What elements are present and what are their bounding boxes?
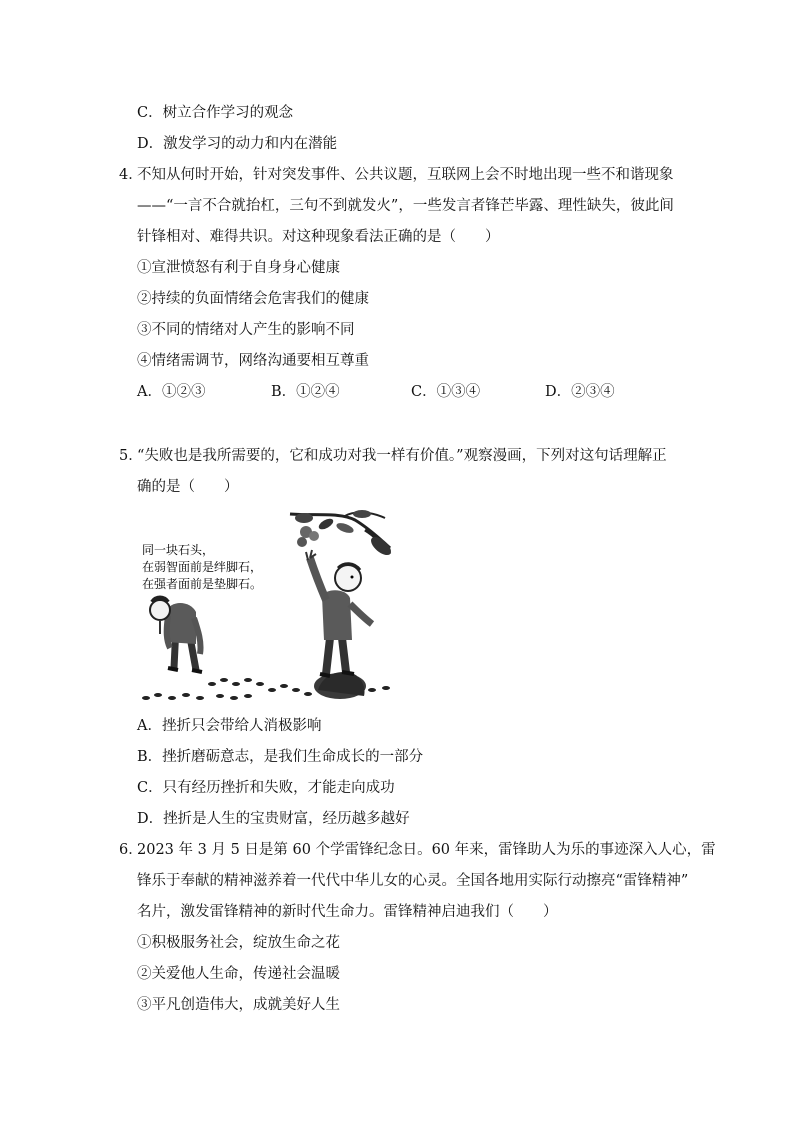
q4-option-c: C．①③④ xyxy=(411,384,481,400)
q6-stem-line3: 名片，激发雷锋精神的新时代生命力。雷锋精神启迪我们（ ） xyxy=(137,904,558,920)
q4-number: 4． xyxy=(119,167,143,183)
q4-option-b: B．①②④ xyxy=(271,384,340,400)
q5-number: 5． xyxy=(119,448,143,464)
q5-stem-line1: “失败也是我所需要的，它和成功对我一样有价值。”观察漫画，下列对这句话理解正 xyxy=(137,448,667,464)
cartoon-drawing xyxy=(140,508,395,704)
q6-number: 6． xyxy=(119,842,143,858)
q5-option-d: D．挫折是人生的宝贵财富，经历越多越好 xyxy=(137,811,410,827)
q4-statement-4: ④情绪需调节，网络沟通要相互尊重 xyxy=(137,353,369,369)
q4-option-a: A．①②③ xyxy=(137,384,206,400)
cartoon-caption-2: 在弱智面前是绊脚石， xyxy=(142,560,263,574)
q6-statement-3: ③平凡创造伟大，成就美好人生 xyxy=(137,997,340,1013)
q5-option-c: C．只有经历挫折和失败，才能走向成功 xyxy=(137,780,395,796)
cartoon-illustration xyxy=(140,508,395,704)
q4-statement-1: ①宣泄愤怒有利于自身身心健康 xyxy=(137,260,340,276)
q4-stem-line3: 针锋相对、难得共识。对这种现象看法正确的是（ ） xyxy=(137,229,500,245)
q6-statement-1: ①积极服务社会，绽放生命之花 xyxy=(137,935,340,951)
q3-option-c: C．树立合作学习的观念 xyxy=(137,105,294,121)
q3-option-d: D．激发学习的动力和内在潜能 xyxy=(137,136,338,152)
q4-stem-line1: 不知从何时开始，针对突发事件、公共议题，互联网上会不时地出现一些不和谐现象 xyxy=(137,167,674,183)
q6-stem-line1: 2023 年 3 月 5 日是第 60 个学雷锋纪念日。60 年来，雷锋助人为乐的事迹深入人心，雷 xyxy=(137,842,716,858)
q5-option-a: A．挫折只会带给人消极影响 xyxy=(137,718,322,734)
q6-statement-2: ②关爱他人生命，传递社会温暖 xyxy=(137,966,340,982)
q4-statement-2: ②持续的负面情绪会危害我们的健康 xyxy=(137,291,369,307)
q5-option-b: B．挫折磨砺意志，是我们生命成长的一部分 xyxy=(137,749,424,765)
q5-stem-line2: 确的是（ ） xyxy=(137,479,239,495)
q4-option-d: D．②③④ xyxy=(545,384,615,400)
q6-stem-line2: 锋乐于奉献的精神滋养着一代代中华儿女的心灵。全国各地用实际行动擦亮“雷锋精神” xyxy=(137,873,689,889)
q4-stem-line2: ——“一言不合就抬杠，三句不到就发火”，一些发言者锋芒毕露、理性缺失，彼此间 xyxy=(137,198,674,214)
cartoon-caption-3: 在强者面前是垫脚石。 xyxy=(142,577,263,591)
q4-statement-3: ③不同的情绪对人产生的影响不同 xyxy=(137,322,355,338)
cartoon-caption-1: 同一块石头， xyxy=(142,543,215,557)
